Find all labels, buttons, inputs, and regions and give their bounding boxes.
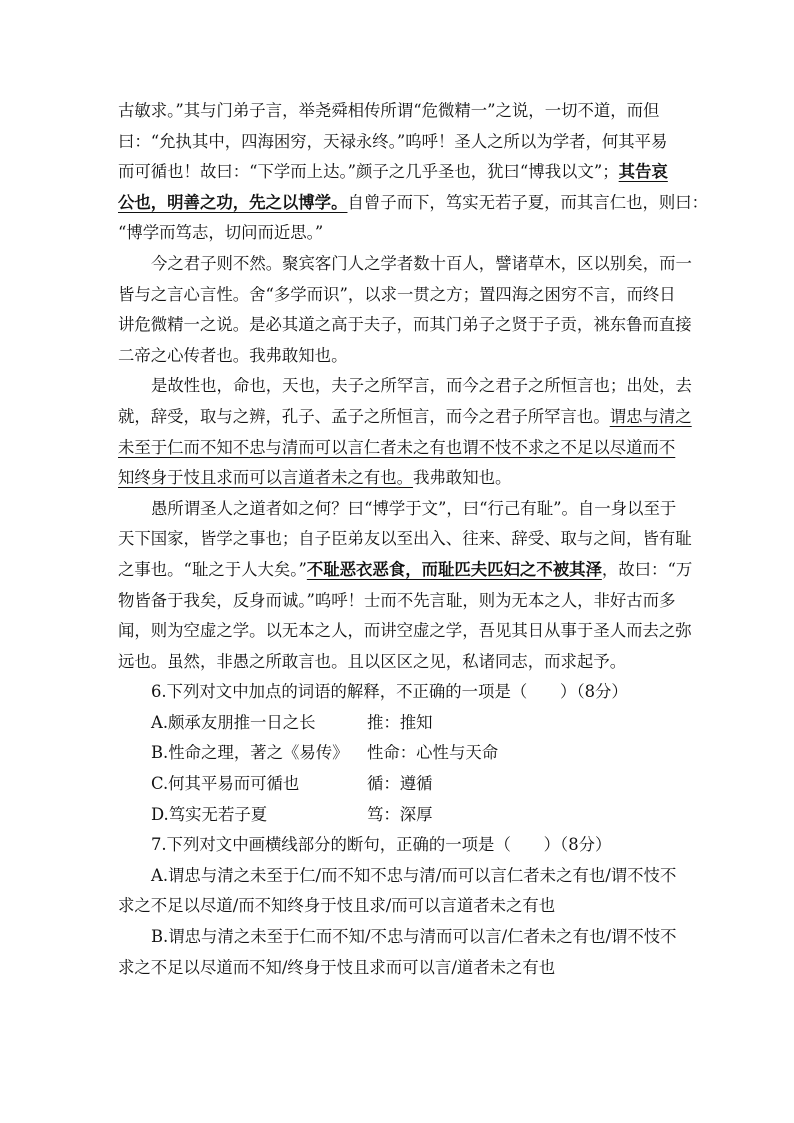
question-6-option-c[interactable]	[118, 769, 678, 800]
text-run: “博学而笃志，切问而近思。”	[118, 223, 324, 243]
underlined-text: 未至于仁而不知不忠与清而可以言仁者未之有也谓不忮不求之不足以尽道而不	[118, 437, 676, 457]
question-7-option-a-cont	[118, 891, 678, 922]
text-run: 天下国家，皆学之事也；自子臣弟友以至出入、往来、辞受、取与之间，皆有耻	[118, 529, 692, 549]
passage-line	[118, 402, 692, 433]
text-run: 就，辞受，取与之辨，孔子、孟子之所恒言，而今之君子所罕言也。	[118, 406, 610, 426]
question-7-stem	[118, 830, 678, 861]
option-gloss: 笃：深厚	[367, 804, 433, 824]
question-stem: 7.下列对文中画横线部分的断句，正确的一项是（ ）（8分）	[151, 835, 612, 855]
option-text: B.谓忠与清之未至于仁而不知/不忠与清而可以言/仁者未之有也/谓不忮不	[151, 927, 677, 947]
text-run: 而可循也！故曰：“下学而上达。”颜子之几乎圣也，犹曰“博我以文”；	[118, 162, 619, 182]
question-6-option-b[interactable]	[118, 738, 678, 769]
option-gloss: 推：推知	[367, 712, 433, 732]
passage-line	[118, 494, 678, 525]
question-7-option-b[interactable]	[118, 922, 678, 953]
question-7-option-a[interactable]	[118, 861, 678, 892]
question-6-option-d[interactable]	[118, 800, 678, 831]
bold-underlined-text: 公也，明善之功，先之以博学。	[118, 192, 348, 212]
text-run: 是故性也，命也，天也，夫子之所罕言，而今之君子之所恒言也；出处，去	[151, 376, 692, 396]
passage-line	[118, 310, 692, 341]
passage-line	[118, 249, 692, 280]
text-run: 远也。虽然，非愚之所敢言也。且以区区之见，私诸同志，而求起予。	[118, 651, 627, 671]
passage-line	[118, 280, 678, 311]
passage-line	[118, 127, 678, 158]
passage-line	[118, 524, 692, 555]
passage-line	[118, 371, 692, 402]
question-7-option-b-cont	[118, 953, 678, 984]
passage-line	[118, 433, 678, 464]
passage-line	[118, 647, 678, 678]
text-run: 古敏求。”其与门弟子言，举尧舜相传所谓“危微精一”之说，一切不道，而但	[118, 101, 660, 120]
option-text: A.谓忠与清之未至于仁/而不知不忠与清/而可以言仁者未之有也/谓不忮不	[151, 865, 677, 885]
option-gloss: 循：遵循	[367, 774, 433, 794]
passage-line	[118, 463, 678, 494]
option-text: 求之不足以尽道/而不知终身于忮且求/而可以言道者未之有也	[118, 896, 556, 916]
passage-line	[118, 586, 678, 617]
passage-line	[118, 157, 678, 188]
text-run: 我弗敢知也。	[413, 468, 512, 488]
text-run: 今之君子则不然。聚宾客门人之学者数十百人，譬诸草木，区以别矣，而一	[151, 253, 692, 273]
passage-line	[118, 555, 693, 586]
option-term: A.颇承友朋推一日之长	[151, 712, 316, 732]
passage-line	[118, 616, 692, 647]
option-term: D.笃实无若子夏	[151, 804, 268, 824]
passage-line	[118, 188, 709, 219]
passage-text	[118, 96, 709, 983]
bold-underlined-text: 其告哀	[618, 162, 668, 182]
underlined-text: 谓忠与清之	[609, 406, 692, 426]
text-run: 自曾子而下，笃实无若子夏，而其言仁也，则曰：	[347, 192, 709, 212]
option-text: 求之不足以尽道而不知/终身于忮且求而可以言/道者未之有也	[118, 957, 556, 977]
passage-line	[118, 96, 678, 127]
text-run: ，故曰：“万	[601, 559, 693, 579]
passage-line	[118, 341, 678, 372]
question-stem: 6.下列对文中加点的词语的解释，不正确的一项是（ ）（8分）	[151, 682, 628, 702]
text-run: 之事也。“耻之于人大矣。”	[118, 559, 307, 579]
underlined-text: 知终身于忮且求而可以言道者未之有也。	[118, 468, 414, 488]
question-6-stem	[118, 677, 678, 708]
option-term: C.何其平易而可循也	[151, 774, 300, 794]
text-run: 曰：“允执其中，四海困穷，天禄永终。”呜呼！圣人之所以为学者，何其平易	[118, 131, 668, 151]
passage-line	[118, 218, 678, 249]
text-run: 皆与之言心言性。舍“多学而识”，以求一贯之方；置四海之困穷不言，而终日	[118, 284, 676, 304]
option-gloss: 性命：心性与天命	[367, 743, 499, 763]
text-run: 二帝之心传者也。我弗敢知也。	[118, 345, 348, 365]
text-run: 讲危微精一之说。是必其道之高于夫子，而其门弟子之贤于子贡，祧东鲁而直接	[118, 315, 692, 335]
text-run: 物皆备于我矣，反身而诚。”呜呼！士而不先言耻，则为无本之人，非好古而多	[118, 590, 676, 610]
bold-underlined-text: 不耻恶衣恶食，而耻匹夫匹妇之不被其泽	[306, 559, 602, 579]
option-term: B.性命之理，著之《易传》	[151, 743, 349, 763]
text-run: 闻，则为空虚之学。以无本之人，而讲空虚之学，吾见其日从事于圣人而去之弥	[118, 621, 692, 641]
text-run: 愚所谓圣人之道者如之何？曰“博学于文”，曰“行己有耻”。自一身以至于	[151, 498, 677, 518]
question-6-option-a[interactable]	[118, 708, 678, 739]
